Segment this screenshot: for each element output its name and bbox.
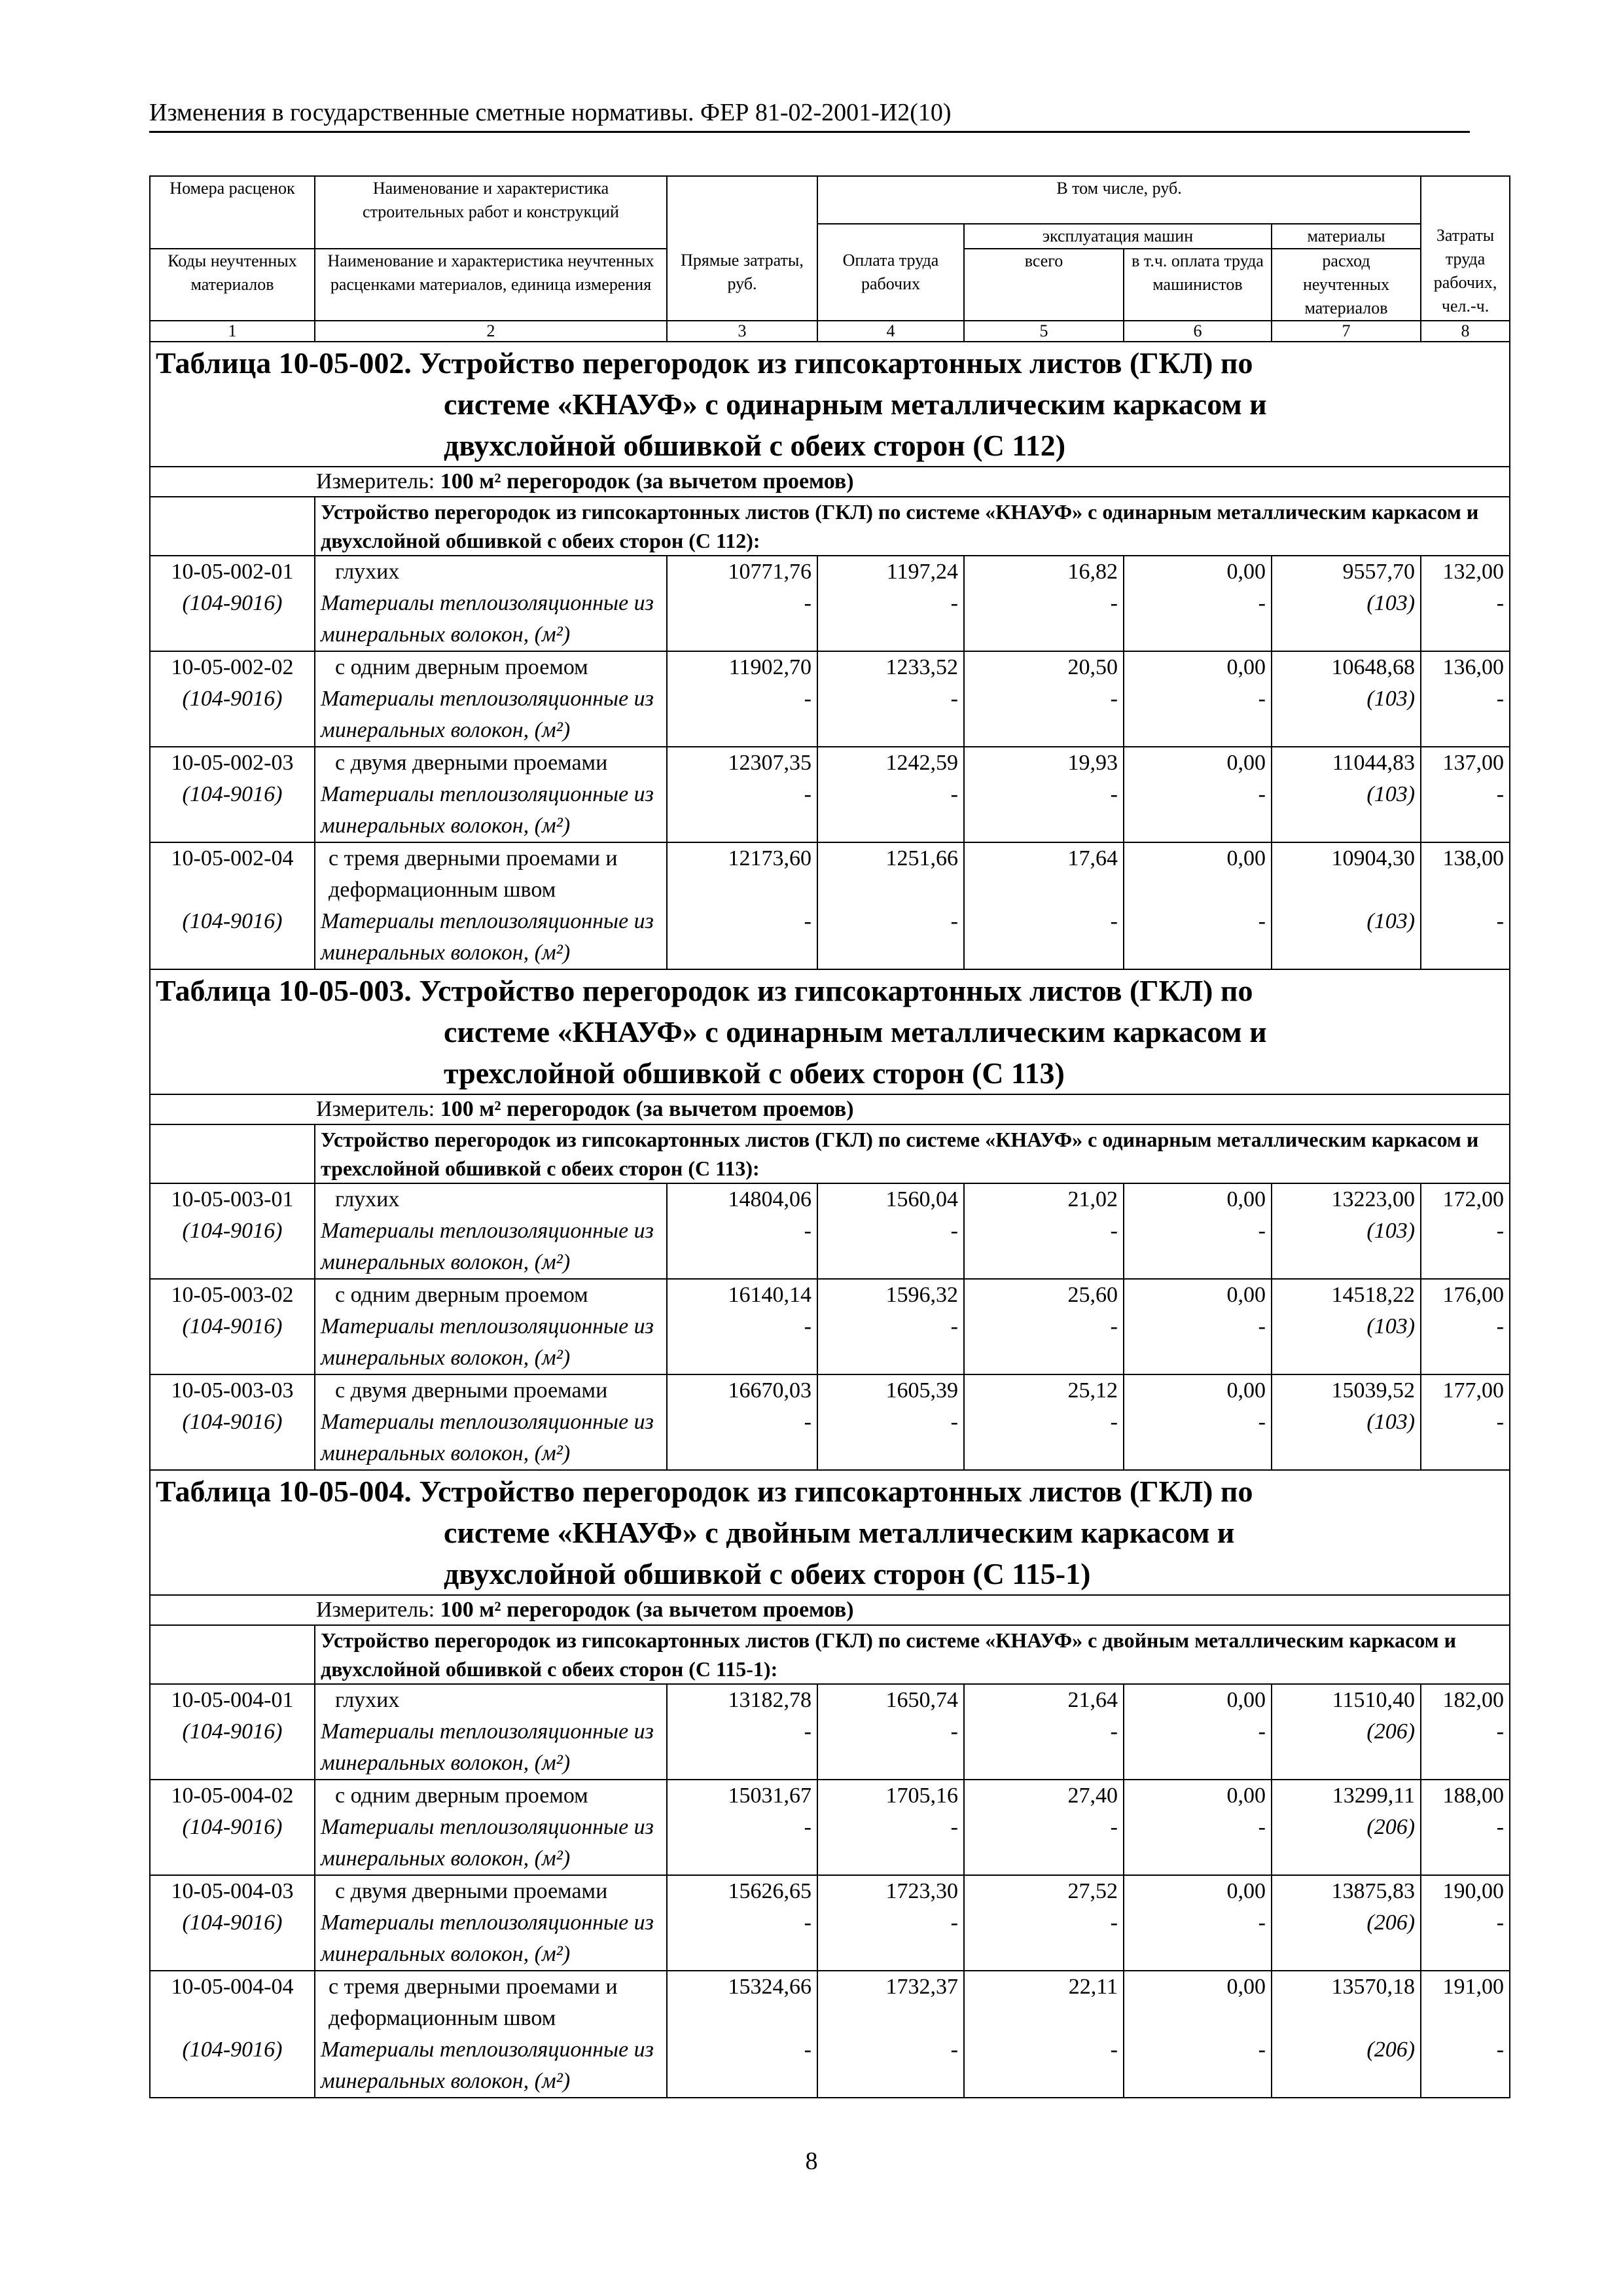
table-body bbox=[150, 342, 1510, 2098]
table-title-line1: Таблица 10-05-004. Устройство перегородок из гипсокартонных листов (ГКЛ) по bbox=[156, 1475, 1253, 1508]
material-dash: - bbox=[667, 906, 817, 969]
labor-hours: 177,00 bbox=[1421, 1374, 1510, 1407]
wage-cost: 1705,16 bbox=[817, 1780, 964, 1812]
labor-hours: 172,00 bbox=[1421, 1183, 1510, 1215]
machine-cost: 19,93 bbox=[964, 747, 1124, 779]
labor-hours: 137,00 bbox=[1421, 747, 1510, 779]
material-dash: - bbox=[1124, 683, 1272, 747]
table-row bbox=[150, 556, 1510, 588]
table-row bbox=[150, 1279, 1510, 1311]
material-cost: 11044,83 bbox=[1272, 747, 1421, 779]
machine-wage-cost: 0,00 bbox=[1124, 651, 1272, 683]
wage-cost: 1233,52 bbox=[817, 651, 964, 683]
material-row bbox=[150, 1215, 1510, 1279]
rate-code: 10-05-004-04 bbox=[150, 1971, 315, 2034]
table-row bbox=[150, 1780, 1510, 1812]
material-cost: 9557,70 bbox=[1272, 556, 1421, 588]
materials-header: материалы bbox=[1272, 224, 1421, 249]
measure-label: Измеритель: bbox=[316, 1097, 440, 1121]
group-description: Устройство перегородок из гипсокартонных листов (ГКЛ) по системе «КНАУФ» с одинарным металлическим каркасом и трехслойной обшивкой с обеих сторон (С 113): bbox=[315, 1124, 1510, 1183]
material-code: (104-9016) bbox=[150, 1812, 315, 1875]
col3-header: Прямые затраты, руб. bbox=[667, 249, 817, 321]
rate-name: с тремя дверными проемами и деформационным швом bbox=[315, 842, 667, 906]
material-dash: - bbox=[964, 779, 1124, 842]
direct-cost: 14804,06 bbox=[667, 1183, 817, 1215]
rate-name: с одним дверным проемом bbox=[315, 651, 667, 683]
col8-header: Затраты труда рабочих, чел.-ч. bbox=[1421, 224, 1510, 321]
rate-name: с двумя дверными проемами bbox=[315, 747, 667, 779]
material-row bbox=[150, 1812, 1510, 1875]
rate-code: 10-05-002-04 bbox=[150, 842, 315, 906]
direct-cost: 16140,14 bbox=[667, 1279, 817, 1311]
material-dash: - bbox=[817, 588, 964, 651]
material-quantity: (103) bbox=[1272, 1407, 1421, 1470]
labor-hours: 190,00 bbox=[1421, 1875, 1510, 1907]
machine-cost: 25,12 bbox=[964, 1374, 1124, 1407]
wage-cost: 1251,66 bbox=[817, 842, 964, 906]
material-dash: - bbox=[964, 1812, 1124, 1875]
table-row bbox=[150, 651, 1510, 683]
material-dash: - bbox=[1124, 1407, 1272, 1470]
table-row bbox=[150, 1374, 1510, 1407]
rate-name: глухих bbox=[315, 1183, 667, 1215]
material-dash: - bbox=[667, 588, 817, 651]
material-cost: 13875,83 bbox=[1272, 1875, 1421, 1907]
material-dash: - bbox=[1421, 1311, 1510, 1374]
material-quantity: (103) bbox=[1272, 1311, 1421, 1374]
rate-code: 10-05-002-03 bbox=[150, 747, 315, 779]
material-dash: - bbox=[964, 1907, 1124, 1971]
col-number: 5 bbox=[964, 321, 1124, 342]
material-row bbox=[150, 1311, 1510, 1374]
measure-label: Измеритель: bbox=[316, 1598, 440, 1622]
col2-top-header: Наименование и характеристика строительных работ и конструкций bbox=[315, 176, 667, 224]
machine-wage-cost: 0,00 bbox=[1124, 842, 1272, 906]
col-number: 8 bbox=[1421, 321, 1510, 342]
col-number: 6 bbox=[1124, 321, 1272, 342]
material-dash: - bbox=[1421, 2034, 1510, 2098]
labor-hours: 138,00 bbox=[1421, 842, 1510, 906]
table-row bbox=[150, 1971, 1510, 2034]
machine-cost: 21,02 bbox=[964, 1183, 1124, 1215]
material-code: (104-9016) bbox=[150, 779, 315, 842]
wage-cost: 1560,04 bbox=[817, 1183, 964, 1215]
material-cost: 11510,40 bbox=[1272, 1684, 1421, 1716]
rate-name: с тремя дверными проемами и деформационным швом bbox=[315, 1971, 667, 2034]
material-dash: - bbox=[817, 683, 964, 747]
machine-wage-cost: 0,00 bbox=[1124, 1971, 1272, 2034]
machine-wage-cost: 0,00 bbox=[1124, 1684, 1272, 1716]
wage-cost: 1732,37 bbox=[817, 1971, 964, 2034]
incl-header: В том числе, руб. bbox=[817, 176, 1421, 224]
table-title-line2: системе «КНАУФ» с одинарным металлическим каркасом и bbox=[444, 1015, 1267, 1049]
page-header: Изменения в государственные сметные нормативы. ФЕР 81-02-2001-И2(10) bbox=[149, 98, 1470, 133]
material-dash: - bbox=[964, 2034, 1124, 2098]
measure-value: 100 м² перегородок (за вычетом проемов) bbox=[440, 469, 854, 493]
material-dash: - bbox=[667, 1215, 817, 1279]
machine-wage-cost: 0,00 bbox=[1124, 1279, 1272, 1311]
col2-bottom-header: Наименование и характеристика неучтенных расценками материалов, единица измерения bbox=[315, 249, 667, 321]
material-dash: - bbox=[964, 1215, 1124, 1279]
rate-name: с одним дверным проемом bbox=[315, 1780, 667, 1812]
price-table bbox=[149, 175, 1510, 2098]
table-row bbox=[150, 842, 1510, 906]
col-number: 3 bbox=[667, 321, 817, 342]
material-name: Материалы теплоизоляционные из минеральных волокон, (м²) bbox=[315, 1812, 667, 1875]
machine-wage-cost: 0,00 bbox=[1124, 1875, 1272, 1907]
material-row bbox=[150, 1907, 1510, 1971]
material-quantity: (206) bbox=[1272, 1716, 1421, 1780]
group-description: Устройство перегородок из гипсокартонных листов (ГКЛ) по системе «КНАУФ» с двойным металлическим каркасом и двухслойной обшивкой с обеих сторон (С 115-1): bbox=[315, 1625, 1510, 1684]
material-name: Материалы теплоизоляционные из минеральных волокон, (м²) bbox=[315, 906, 667, 969]
labor-hours: 176,00 bbox=[1421, 1279, 1510, 1311]
table-row bbox=[150, 747, 1510, 779]
labor-hours: 188,00 bbox=[1421, 1780, 1510, 1812]
measure-label: Измеритель: bbox=[316, 469, 440, 493]
labor-hours: 132,00 bbox=[1421, 556, 1510, 588]
group-row bbox=[150, 497, 1510, 556]
direct-cost: 16670,03 bbox=[667, 1374, 817, 1407]
material-dash: - bbox=[1421, 683, 1510, 747]
material-dash: - bbox=[1421, 1812, 1510, 1875]
measure-row bbox=[150, 1094, 1510, 1124]
machine-cost: 22,11 bbox=[964, 1971, 1124, 2034]
rate-code: 10-05-002-02 bbox=[150, 651, 315, 683]
direct-cost: 15626,65 bbox=[667, 1875, 817, 1907]
machines-header: эксплуатация машин bbox=[964, 224, 1272, 249]
machine-wage-cost: 0,00 bbox=[1124, 556, 1272, 588]
material-name: Материалы теплоизоляционные из минеральных волокон, (м²) bbox=[315, 1215, 667, 1279]
material-dash: - bbox=[817, 1407, 964, 1470]
material-row bbox=[150, 683, 1510, 747]
table-title-line2: системе «КНАУФ» с двойным металлическим каркасом и bbox=[444, 1516, 1235, 1549]
table-row bbox=[150, 1875, 1510, 1907]
material-name: Материалы теплоизоляционные из минеральных волокон, (м²) bbox=[315, 779, 667, 842]
material-name: Материалы теплоизоляционные из минеральных волокон, (м²) bbox=[315, 683, 667, 747]
material-row bbox=[150, 1407, 1510, 1470]
material-dash: - bbox=[817, 1907, 964, 1971]
col5-header: всего bbox=[964, 249, 1124, 321]
material-code: (104-9016) bbox=[150, 1907, 315, 1971]
col-number: 2 bbox=[315, 321, 667, 342]
material-quantity: (103) bbox=[1272, 588, 1421, 651]
direct-cost: 11902,70 bbox=[667, 651, 817, 683]
wage-cost: 1723,30 bbox=[817, 1875, 964, 1907]
material-dash: - bbox=[667, 1407, 817, 1470]
material-row bbox=[150, 1716, 1510, 1780]
direct-cost: 15031,67 bbox=[667, 1780, 817, 1812]
measure-value: 100 м² перегородок (за вычетом проемов) bbox=[440, 1598, 854, 1622]
table-row bbox=[150, 1183, 1510, 1215]
material-dash: - bbox=[1421, 588, 1510, 651]
material-dash: - bbox=[667, 1812, 817, 1875]
material-name: Материалы теплоизоляционные из минеральных волокон, (м²) bbox=[315, 1907, 667, 1971]
table-row bbox=[150, 1684, 1510, 1716]
material-name: Материалы теплоизоляционные из минеральных волокон, (м²) bbox=[315, 1407, 667, 1470]
wage-cost: 1197,24 bbox=[817, 556, 964, 588]
material-dash: - bbox=[1421, 1907, 1510, 1971]
rate-name: глухих bbox=[315, 556, 667, 588]
col4-header: Оплата труда рабочих bbox=[817, 249, 964, 321]
labor-hours: 182,00 bbox=[1421, 1684, 1510, 1716]
material-dash: - bbox=[964, 1311, 1124, 1374]
col6-header: в т.ч. оплата труда машинистов bbox=[1124, 249, 1272, 321]
material-cost: 10648,68 bbox=[1272, 651, 1421, 683]
material-quantity: (103) bbox=[1272, 683, 1421, 747]
material-dash: - bbox=[1124, 1215, 1272, 1279]
direct-cost: 13182,78 bbox=[667, 1684, 817, 1716]
rate-name: с двумя дверными проемами bbox=[315, 1374, 667, 1407]
material-quantity: (103) bbox=[1272, 906, 1421, 969]
material-row bbox=[150, 906, 1510, 969]
table-title-line3: двухслойной обшивкой с обеих сторон (С 112) bbox=[444, 429, 1066, 462]
group-row bbox=[150, 1124, 1510, 1183]
material-dash: - bbox=[667, 1907, 817, 1971]
labor-hours: 191,00 bbox=[1421, 1971, 1510, 2034]
material-dash: - bbox=[817, 1716, 964, 1780]
material-quantity: (206) bbox=[1272, 1907, 1421, 1971]
col-number: 1 bbox=[150, 321, 315, 342]
machine-cost: 21,64 bbox=[964, 1684, 1124, 1716]
material-dash: - bbox=[667, 683, 817, 747]
material-dash: - bbox=[1421, 1407, 1510, 1470]
material-code: (104-9016) bbox=[150, 2034, 315, 2098]
material-dash: - bbox=[667, 1716, 817, 1780]
direct-cost: 10771,76 bbox=[667, 556, 817, 588]
col1-bottom-header: Коды неучтенных материалов bbox=[150, 249, 315, 321]
rate-name: глухих bbox=[315, 1684, 667, 1716]
col-number: 4 bbox=[817, 321, 964, 342]
table-header bbox=[150, 176, 1510, 342]
material-dash: - bbox=[964, 588, 1124, 651]
material-quantity: (206) bbox=[1272, 1812, 1421, 1875]
col-number: 7 bbox=[1272, 321, 1421, 342]
machine-wage-cost: 0,00 bbox=[1124, 1780, 1272, 1812]
material-dash: - bbox=[1421, 779, 1510, 842]
material-code: (104-9016) bbox=[150, 1716, 315, 1780]
group-row bbox=[150, 1625, 1510, 1684]
material-code: (104-9016) bbox=[150, 1311, 315, 1374]
material-dash: - bbox=[1124, 779, 1272, 842]
material-name: Материалы теплоизоляционные из минеральных волокон, (м²) bbox=[315, 1716, 667, 1780]
material-dash: - bbox=[964, 1407, 1124, 1470]
rate-code: 10-05-004-03 bbox=[150, 1875, 315, 1907]
wage-cost: 1596,32 bbox=[817, 1279, 964, 1311]
rate-code: 10-05-003-02 bbox=[150, 1279, 315, 1311]
material-dash: - bbox=[817, 1311, 964, 1374]
table-title-row bbox=[150, 1470, 1510, 1595]
material-dash: - bbox=[817, 1215, 964, 1279]
rate-code: 10-05-002-01 bbox=[150, 556, 315, 588]
machine-cost: 17,64 bbox=[964, 842, 1124, 906]
material-name: Материалы теплоизоляционные из минеральных волокон, (м²) bbox=[315, 1311, 667, 1374]
material-cost: 13570,18 bbox=[1272, 1971, 1421, 2034]
col7-header: расход неучтенных материалов bbox=[1272, 249, 1421, 321]
material-dash: - bbox=[1124, 906, 1272, 969]
material-name: Материалы теплоизоляционные из минеральных волокон, (м²) bbox=[315, 2034, 667, 2098]
material-cost: 13299,11 bbox=[1272, 1780, 1421, 1812]
material-quantity: (206) bbox=[1272, 2034, 1421, 2098]
rate-code: 10-05-004-02 bbox=[150, 1780, 315, 1812]
material-dash: - bbox=[1421, 1215, 1510, 1279]
material-row bbox=[150, 588, 1510, 651]
material-dash: - bbox=[817, 2034, 964, 2098]
machine-cost: 16,82 bbox=[964, 556, 1124, 588]
material-dash: - bbox=[964, 1716, 1124, 1780]
measure-row bbox=[150, 1595, 1510, 1625]
material-code: (104-9016) bbox=[150, 1215, 315, 1279]
material-dash: - bbox=[1421, 906, 1510, 969]
material-code: (104-9016) bbox=[150, 683, 315, 747]
machine-cost: 25,60 bbox=[964, 1279, 1124, 1311]
direct-cost: 12173,60 bbox=[667, 842, 817, 906]
measure-value: 100 м² перегородок (за вычетом проемов) bbox=[440, 1097, 854, 1121]
machine-cost: 27,40 bbox=[964, 1780, 1124, 1812]
direct-cost: 15324,66 bbox=[667, 1971, 817, 2034]
wage-cost: 1242,59 bbox=[817, 747, 964, 779]
material-code: (104-9016) bbox=[150, 906, 315, 969]
machine-wage-cost: 0,00 bbox=[1124, 1374, 1272, 1407]
rate-code: 10-05-003-03 bbox=[150, 1374, 315, 1407]
material-dash: - bbox=[1124, 2034, 1272, 2098]
material-dash: - bbox=[1124, 1812, 1272, 1875]
material-cost: 14518,22 bbox=[1272, 1279, 1421, 1311]
material-dash: - bbox=[1421, 1716, 1510, 1780]
direct-cost: 12307,35 bbox=[667, 747, 817, 779]
table-title-line3: трехслойной обшивкой с обеих сторон (С 113) bbox=[444, 1056, 1065, 1090]
material-row bbox=[150, 2034, 1510, 2098]
material-dash: - bbox=[817, 1812, 964, 1875]
material-dash: - bbox=[1124, 588, 1272, 651]
rate-code: 10-05-004-01 bbox=[150, 1684, 315, 1716]
rate-code: 10-05-003-01 bbox=[150, 1183, 315, 1215]
material-dash: - bbox=[1124, 1311, 1272, 1374]
machine-cost: 20,50 bbox=[964, 651, 1124, 683]
material-dash: - bbox=[964, 683, 1124, 747]
material-cost: 10904,30 bbox=[1272, 842, 1421, 906]
machine-wage-cost: 0,00 bbox=[1124, 747, 1272, 779]
material-cost: 15039,52 bbox=[1272, 1374, 1421, 1407]
material-quantity: (103) bbox=[1272, 1215, 1421, 1279]
rate-name: с одним дверным проемом bbox=[315, 1279, 667, 1311]
table-title-row bbox=[150, 342, 1510, 467]
labor-hours: 136,00 bbox=[1421, 651, 1510, 683]
table-title-row bbox=[150, 969, 1510, 1094]
material-dash: - bbox=[667, 2034, 817, 2098]
wage-cost: 1605,39 bbox=[817, 1374, 964, 1407]
table-title-line3: двухслойной обшивкой с обеих сторон (С 115-1) bbox=[444, 1557, 1091, 1590]
wage-cost: 1650,74 bbox=[817, 1684, 964, 1716]
machine-wage-cost: 0,00 bbox=[1124, 1183, 1272, 1215]
group-description: Устройство перегородок из гипсокартонных листов (ГКЛ) по системе «КНАУФ» с одинарным металлическим каркасом и двухслойной обшивкой с обеих сторон (С 112): bbox=[315, 497, 1510, 556]
material-dash: - bbox=[964, 906, 1124, 969]
machine-cost: 27,52 bbox=[964, 1875, 1124, 1907]
material-code: (104-9016) bbox=[150, 588, 315, 651]
material-name: Материалы теплоизоляционные из минеральных волокон, (м²) bbox=[315, 588, 667, 651]
page-number: 8 bbox=[805, 2147, 818, 2175]
material-dash: - bbox=[1124, 1716, 1272, 1780]
material-quantity: (103) bbox=[1272, 779, 1421, 842]
measure-row bbox=[150, 467, 1510, 497]
col1-top-header: Номера расценок bbox=[150, 176, 315, 224]
material-dash: - bbox=[667, 779, 817, 842]
material-dash: - bbox=[667, 1311, 817, 1374]
material-cost: 13223,00 bbox=[1272, 1183, 1421, 1215]
table-title-line2: системе «КНАУФ» с одинарным металлическим каркасом и bbox=[444, 387, 1267, 421]
material-dash: - bbox=[817, 906, 964, 969]
rate-name: с двумя дверными проемами bbox=[315, 1875, 667, 1907]
material-dash: - bbox=[1124, 1907, 1272, 1971]
material-dash: - bbox=[817, 779, 964, 842]
table-title-line1: Таблица 10-05-003. Устройство перегородок из гипсокартонных листов (ГКЛ) по bbox=[156, 974, 1253, 1007]
table-title-line1: Таблица 10-05-002. Устройство перегородок из гипсокартонных листов (ГКЛ) по bbox=[156, 346, 1253, 380]
material-code: (104-9016) bbox=[150, 1407, 315, 1470]
material-row bbox=[150, 779, 1510, 842]
